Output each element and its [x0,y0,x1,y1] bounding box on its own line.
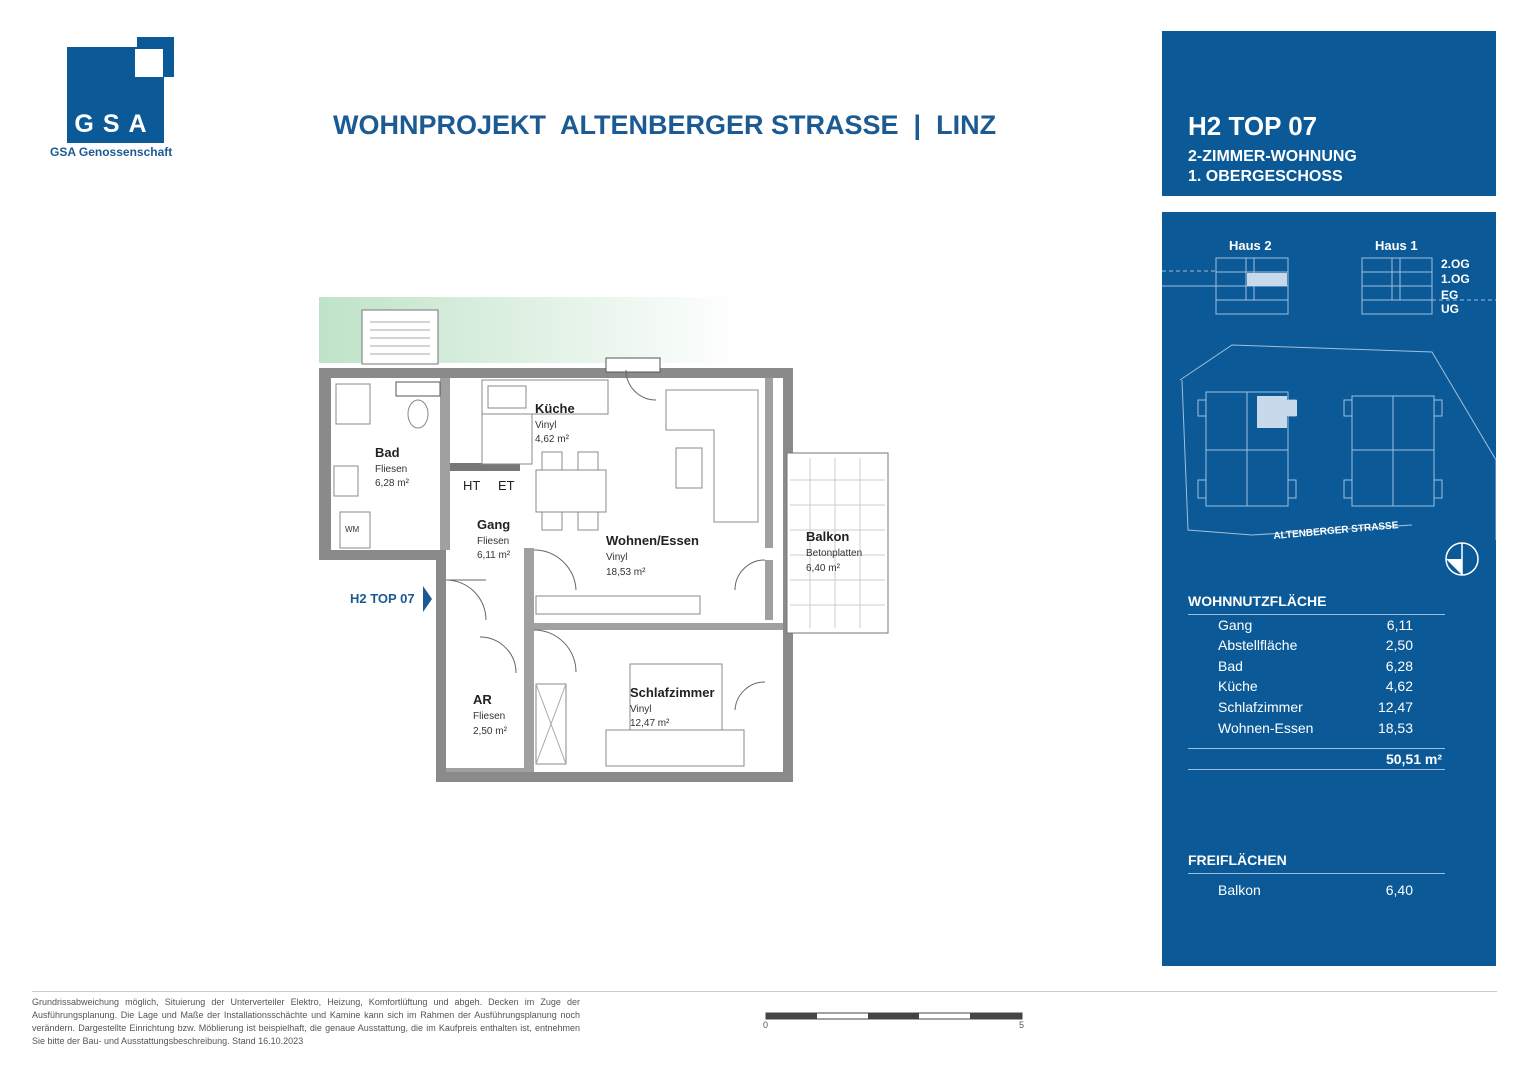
unit-type: 2-ZIMMER-WOHNUNG [1188,148,1357,165]
wm-label: WM [345,525,360,534]
room-schlaf-name: Schlafzimmer [630,685,715,700]
room-schlaf-area: 12,47 m² [630,718,670,729]
footer-divider [32,991,1497,992]
freiflaechen-heading: FREIFLÄCHEN [1188,852,1287,868]
area-row: Balkon 6,40 [1218,882,1413,898]
scale-end: 5 [1019,1020,1025,1030]
room-ar-name: AR [473,692,492,707]
floor-ug: UG [1441,302,1459,316]
disclaimer-text: Grundrissabweichung möglich, Situierung der Unterverteiler Elektro, Heizung, Komfortlüftung und abgeh. Decken im Zuge der Ausführungsplanung. Die Lage und Maße der Installationsschächte und Kamine kann sich im Rahmen der Ausführungsplanung noch verändern. Dargestellte Einrichtung bzw. Möblierung ist beispielhaft, die genaue Ausstattung, die im Kaufpreis enthalten ist, entnehmen Sie bitte der Bau- und Ausstattungsbeschreibung. Stand 16.10.2023 [32,997,580,1046]
haus1-label: Haus 1 [1375,238,1418,253]
room-wohnen-material: Vinyl [606,552,628,563]
room-gang-material: Fliesen [477,536,510,547]
unit-marker: H2 TOP 07 [350,591,415,606]
room-bad-material: Fliesen [375,464,408,475]
ht-label: HT [463,478,481,493]
total-area: 50,51 m² [1385,751,1442,767]
room-wohnen-name: Wohnen/Essen [606,533,699,548]
unit-title: H2 TOP 07 [1188,111,1318,141]
room-bad-name: Bad [375,445,400,460]
room-balkon-name: Balkon [806,529,850,544]
area-row: Bad 6,28 [1218,658,1413,674]
area-row: Abstellfläche 2,50 [1218,637,1413,653]
room-wohnen-area: 18,53 m² [606,567,646,578]
scale-start: 0 [763,1020,769,1030]
area-row: Wohnen-Essen 18,53 [1218,720,1413,736]
room-gang-name: Gang [477,517,511,532]
wohnnutzflaeche-heading: WOHNNUTZFLÄCHE [1188,593,1327,609]
logo-subtitle: GSA Genossenschaft [50,145,173,159]
room-kueche-area: 4,62 m² [535,434,569,445]
floor-eg: EG [1441,288,1459,302]
et-label: ET [498,478,515,493]
site-plan [1162,340,1496,540]
room-kueche-material: Vinyl [535,420,557,431]
divider [1188,748,1445,749]
room-schlaf-material: Vinyl [630,704,652,715]
area-row: Küche 4,62 [1218,678,1413,694]
room-balkon-material: Betonplatten [806,548,863,559]
street-label: ALTENBERGER STRASSE [1273,520,1399,542]
project-title: WOHNPROJEKT ALTENBERGER STRASSE | LINZ [333,110,997,140]
area-row: Gang 6,11 [1218,617,1413,633]
room-ar-material: Fliesen [473,711,506,722]
unit-floor: 1. OBERGESCHOSS [1188,168,1343,185]
room-ar-area: 2,50 m² [473,726,507,737]
north-arrow-icon [1444,541,1480,577]
room-gang-area: 6,11 m² [477,550,511,561]
floor-1og: 1.OG [1441,272,1470,286]
floor-2og: 2.OG [1441,257,1470,271]
divider [1188,873,1445,874]
room-bad-area: 6,28 m² [375,478,409,489]
area-row: Schlafzimmer 12,47 [1218,699,1413,715]
logo-text: GSA [74,110,156,138]
divider [1188,614,1445,615]
divider [1188,769,1445,770]
haus2-label: Haus 2 [1229,238,1272,253]
scale-bar [765,1012,1025,1020]
room-balkon-area: 6,40 m² [806,563,840,574]
room-kueche-name: Küche [535,401,575,416]
